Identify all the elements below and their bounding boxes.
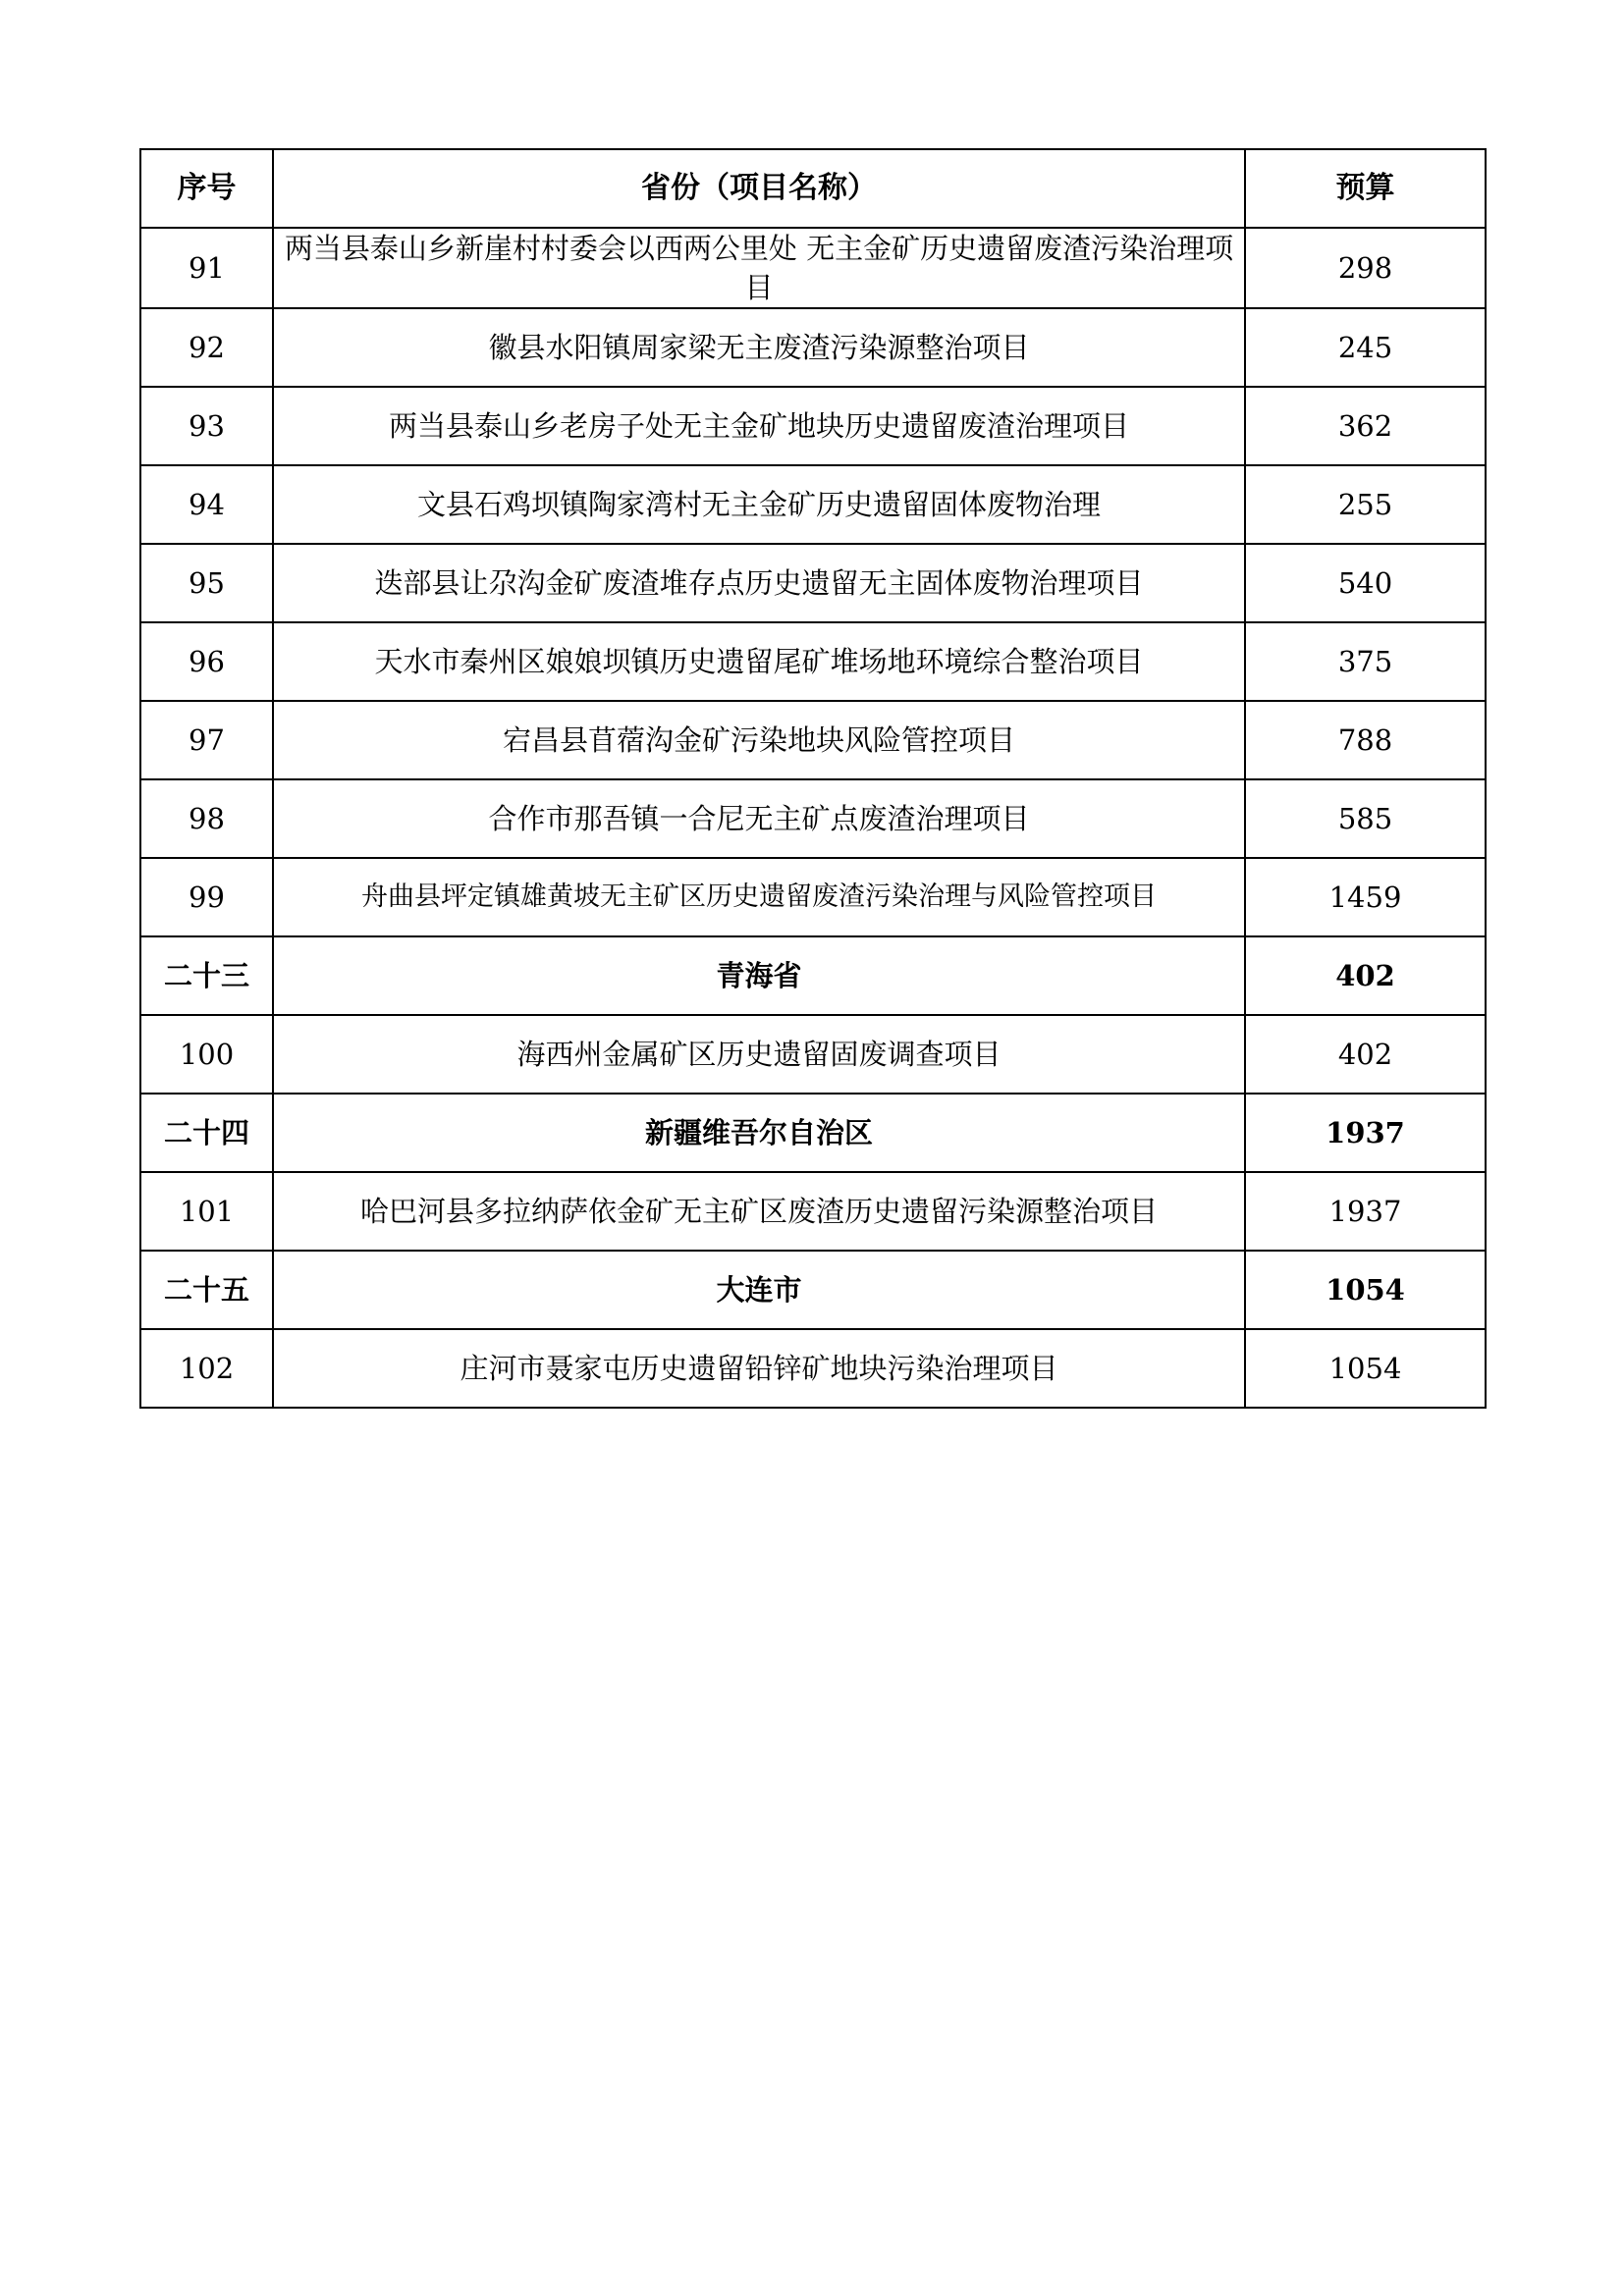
province-serial-number: 二十五 bbox=[140, 1251, 273, 1329]
province-serial-number: 二十四 bbox=[140, 1094, 273, 1172]
province-name: 大连市 bbox=[273, 1251, 1245, 1329]
row-project-name: 宕昌县苜蓿沟金矿污染地块风险管控项目 bbox=[273, 701, 1245, 779]
row-project-name: 文县石鸡坝镇陶家湾村无主金矿历史遗留固体废物治理 bbox=[273, 465, 1245, 544]
province-name: 青海省 bbox=[273, 936, 1245, 1015]
row-budget: 540 bbox=[1245, 544, 1486, 622]
row-serial-number: 94 bbox=[140, 465, 273, 544]
row-budget: 245 bbox=[1245, 308, 1486, 387]
row-project-name: 天水市秦州区娘娘坝镇历史遗留尾矿堆场地环境综合整治项目 bbox=[273, 622, 1245, 701]
header-serial-number: 序号 bbox=[140, 149, 273, 228]
row-serial-number: 96 bbox=[140, 622, 273, 701]
province-row bbox=[140, 1251, 1486, 1329]
row-project-name: 庄河市聂家屯历史遗留铅锌矿地块污染治理项目 bbox=[273, 1329, 1245, 1408]
table-row bbox=[140, 1329, 1486, 1408]
row-serial-number: 91 bbox=[140, 228, 273, 308]
province-budget: 1054 bbox=[1245, 1251, 1486, 1329]
row-budget: 1054 bbox=[1245, 1329, 1486, 1408]
row-budget: 375 bbox=[1245, 622, 1486, 701]
table-row bbox=[140, 701, 1486, 779]
row-budget: 585 bbox=[1245, 779, 1486, 858]
row-project-name: 海西州金属矿区历史遗留固废调查项目 bbox=[273, 1015, 1245, 1094]
province-budget: 402 bbox=[1245, 936, 1486, 1015]
table-row bbox=[140, 544, 1486, 622]
row-serial-number: 98 bbox=[140, 779, 273, 858]
table-row bbox=[140, 1172, 1486, 1251]
table-header-row bbox=[140, 149, 1486, 228]
province-budget: 1937 bbox=[1245, 1094, 1486, 1172]
row-budget: 402 bbox=[1245, 1015, 1486, 1094]
table-row bbox=[140, 779, 1486, 858]
row-project-name: 两当县泰山乡老房子处无主金矿地块历史遗留废渣治理项目 bbox=[273, 387, 1245, 465]
row-budget: 362 bbox=[1245, 387, 1486, 465]
row-serial-number: 97 bbox=[140, 701, 273, 779]
row-project-name: 合作市那吾镇一合尼无主矿点废渣治理项目 bbox=[273, 779, 1245, 858]
province-name: 新疆维吾尔自治区 bbox=[273, 1094, 1245, 1172]
row-project-name: 徽县水阳镇周家梁无主废渣污染源整治项目 bbox=[273, 308, 1245, 387]
row-serial-number: 92 bbox=[140, 308, 273, 387]
table-row bbox=[140, 387, 1486, 465]
row-budget: 1459 bbox=[1245, 858, 1486, 936]
row-budget: 298 bbox=[1245, 228, 1486, 308]
row-serial-number: 93 bbox=[140, 387, 273, 465]
row-serial-number: 102 bbox=[140, 1329, 273, 1408]
province-row bbox=[140, 1094, 1486, 1172]
province-serial-number: 二十三 bbox=[140, 936, 273, 1015]
row-serial-number: 95 bbox=[140, 544, 273, 622]
province-row bbox=[140, 936, 1486, 1015]
budget-table bbox=[139, 148, 1487, 1409]
row-project-name: 舟曲县坪定镇雄黄坡无主矿区历史遗留废渣污染治理与风险管控项目 bbox=[273, 858, 1245, 936]
row-serial-number: 100 bbox=[140, 1015, 273, 1094]
table-row bbox=[140, 622, 1486, 701]
header-project-name: 省份（项目名称） bbox=[273, 149, 1245, 228]
table-row bbox=[140, 858, 1486, 936]
header-budget: 预算 bbox=[1245, 149, 1486, 228]
table-row bbox=[140, 465, 1486, 544]
row-serial-number: 101 bbox=[140, 1172, 273, 1251]
table-row bbox=[140, 308, 1486, 387]
row-budget: 1937 bbox=[1245, 1172, 1486, 1251]
row-project-name: 哈巴河县多拉纳萨依金矿无主矿区废渣历史遗留污染源整治项目 bbox=[273, 1172, 1245, 1251]
row-budget: 255 bbox=[1245, 465, 1486, 544]
table-row bbox=[140, 1015, 1486, 1094]
row-serial-number: 99 bbox=[140, 858, 273, 936]
table-row bbox=[140, 228, 1486, 308]
row-budget: 788 bbox=[1245, 701, 1486, 779]
row-project-name: 两当县泰山乡新崖村村委会以西两公里处 无主金矿历史遗留废渣污染治理项目 bbox=[273, 228, 1245, 308]
row-project-name: 迭部县让尕沟金矿废渣堆存点历史遗留无主固体废物治理项目 bbox=[273, 544, 1245, 622]
